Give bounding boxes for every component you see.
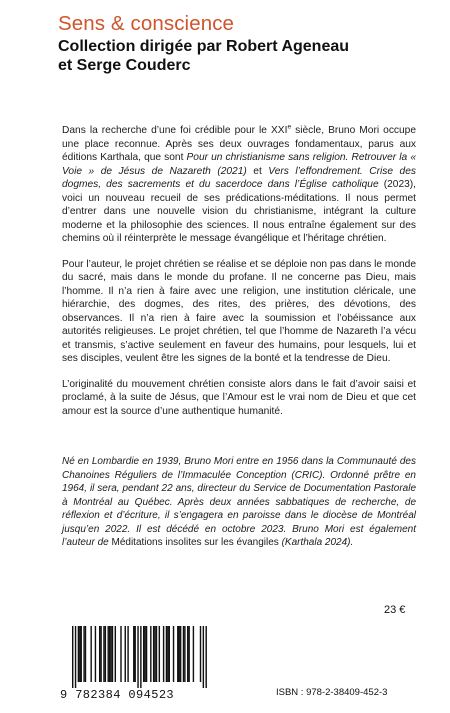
barcode-bar <box>99 626 100 682</box>
barcode-bar <box>150 626 151 682</box>
collection-line-1: Collection dirigée par Robert Ageneau <box>58 38 350 55</box>
text-segment: Vers l’effondrement. Crise des dogmes, des sacrements et du sacerdoce dans l’Église catholique <box>62 165 416 190</box>
isbn: ISBN : 978-2-38409-452-3 <box>276 687 388 698</box>
barcode-bar <box>169 626 170 682</box>
barcode-bar <box>133 626 134 682</box>
text-segment: Pour l’auteur, le projet chrétien se réalise et se déploie non pas dans le monde du sacré, mais dans le monde du profane. Il ne concerne pas Dieu, mais l’homme. Il n’a rien à faire avec une religion, une institution cléricale, une hiérarchie, des dogmes, des rites, des prières, des dévotions, des observances. Il n’a rien à faire avec la soumission et l’obéissance aux autorités religieuses. Le projet chrétien, tel que l’homme de Nazareth l’a vécu et transmis, s’active seulement en faveur des humains, pour lesquels, lui et ses disciples, veulent être les signes de la bonté et la tendresse de Dieu. <box>62 258 416 364</box>
barcode-bar <box>167 626 168 682</box>
barcode-bar <box>183 626 184 682</box>
barcode-bar <box>112 626 113 682</box>
barcode-bar <box>108 626 109 682</box>
barcode-bar <box>154 626 155 682</box>
barcode-bar <box>105 626 106 682</box>
barcode-bar <box>180 626 181 682</box>
barcode-bar <box>137 626 138 688</box>
text-segment: Né en Lombardie en 1939, Bruno Mori entre en 1956 dans la Communauté des Chanoines Réguliers de l’Immaculée Conception (CRIC). Ordonné prêtre en 1964, il sera, pendant 22 ans, directeur du Service de Documentation Pastorale à Montréal au Québec. Après deux années sabbatiques de recherche, de réflexion et d’écriture, il s’engagera en paroisse dans le diocèse de Montréal jusqu’en 2022. Il est décédé en octobre 2023. Bruno Mori est également l’auteur de <box>62 456 416 548</box>
barcode-bar <box>146 626 147 682</box>
barcode-bar <box>200 626 201 682</box>
barcode-bar <box>95 626 96 682</box>
barcode-bar <box>203 626 204 688</box>
barcode-bar <box>109 626 110 682</box>
barcode-bar <box>90 626 91 682</box>
barcode-bar <box>125 626 126 682</box>
barcode-bar <box>188 626 189 682</box>
barcode-bar <box>81 626 82 682</box>
barcode-bar <box>120 626 121 682</box>
text-segment: (Karthala 2024). <box>278 537 354 548</box>
barcode-bar <box>143 626 144 682</box>
text-segment: siècle, Bruno Mori occupe une place reconnue. Après ses deux ouvrages fondamentaux, parus aux éditions Karthala, que sont <box>62 125 416 163</box>
barcode-bar <box>103 626 104 682</box>
barcode-bar <box>153 626 154 682</box>
text-segment: Méditations insolites sur les évangiles <box>111 537 279 548</box>
blurb-paragraph <box>62 124 416 246</box>
blurb-paragraph <box>62 378 416 419</box>
barcode-bar <box>184 626 185 682</box>
barcode-bar <box>83 626 84 682</box>
price: 23 € <box>384 604 406 616</box>
collection-credit <box>58 37 428 75</box>
barcode-bar <box>179 626 180 682</box>
barcode-bar <box>205 626 206 688</box>
barcode-bar <box>134 626 135 682</box>
barcode-bar <box>110 626 111 682</box>
blurb <box>62 124 416 430</box>
barcode-bar <box>156 626 157 682</box>
barcode-bar <box>177 626 178 682</box>
barcode-bar <box>100 626 101 682</box>
text-segment: L’originalité du mouvement chrétien consiste alors dans le fait d’avoir saisi et proclamé, à la suite de Jésus, que l’Amour est le vrai nom de Dieu et que cet amour est la source d’une authentique humanité. <box>62 378 416 417</box>
barcode-bar <box>75 626 76 688</box>
barcode-bar <box>193 626 194 682</box>
text-segment: Dans la recherche d’une foi crédible pour le XXI <box>62 125 288 136</box>
barcode-bar <box>72 626 73 688</box>
author-bio <box>62 455 416 550</box>
text-segment: Pour un christianisme sans religion. Retrouver la « Voie » de Jésus de Nazareth (2021) <box>62 152 416 177</box>
barcode-bar <box>173 626 174 682</box>
barcode-bar <box>187 626 188 682</box>
barcode-bar <box>163 626 164 682</box>
barcode-bar <box>166 626 167 682</box>
blurb-paragraph <box>62 258 416 366</box>
collection-line-2: et Serge Couderc <box>58 57 191 74</box>
barcode-bar <box>78 626 79 682</box>
barcode-bar <box>127 626 128 682</box>
barcode-bar <box>159 626 160 682</box>
barcode <box>60 626 210 704</box>
barcode-bars <box>60 626 210 688</box>
barcode-bar <box>140 626 141 688</box>
text-segment: (2023), voici un nouveau recueil de ses prédications-méditations. Il nous permet d’entrer dans une nouvelle vision du christianisme, intégrant la culture moderne et la philosophie des sciences. Il nous entraîne également sur des chemins où il réinterprète le message évangélique et l’héritage chrétien. <box>62 179 417 244</box>
barcode-bar <box>79 626 80 682</box>
barcode-bar <box>115 626 116 682</box>
series-title: Sens & conscience <box>58 12 235 35</box>
text-segment: e <box>287 123 292 131</box>
header <box>58 12 428 75</box>
barcode-digits: 9 782384 094523 <box>60 688 175 702</box>
barcode-bar <box>85 626 86 682</box>
text-segment: et <box>246 165 269 177</box>
barcode-bar <box>144 626 145 682</box>
